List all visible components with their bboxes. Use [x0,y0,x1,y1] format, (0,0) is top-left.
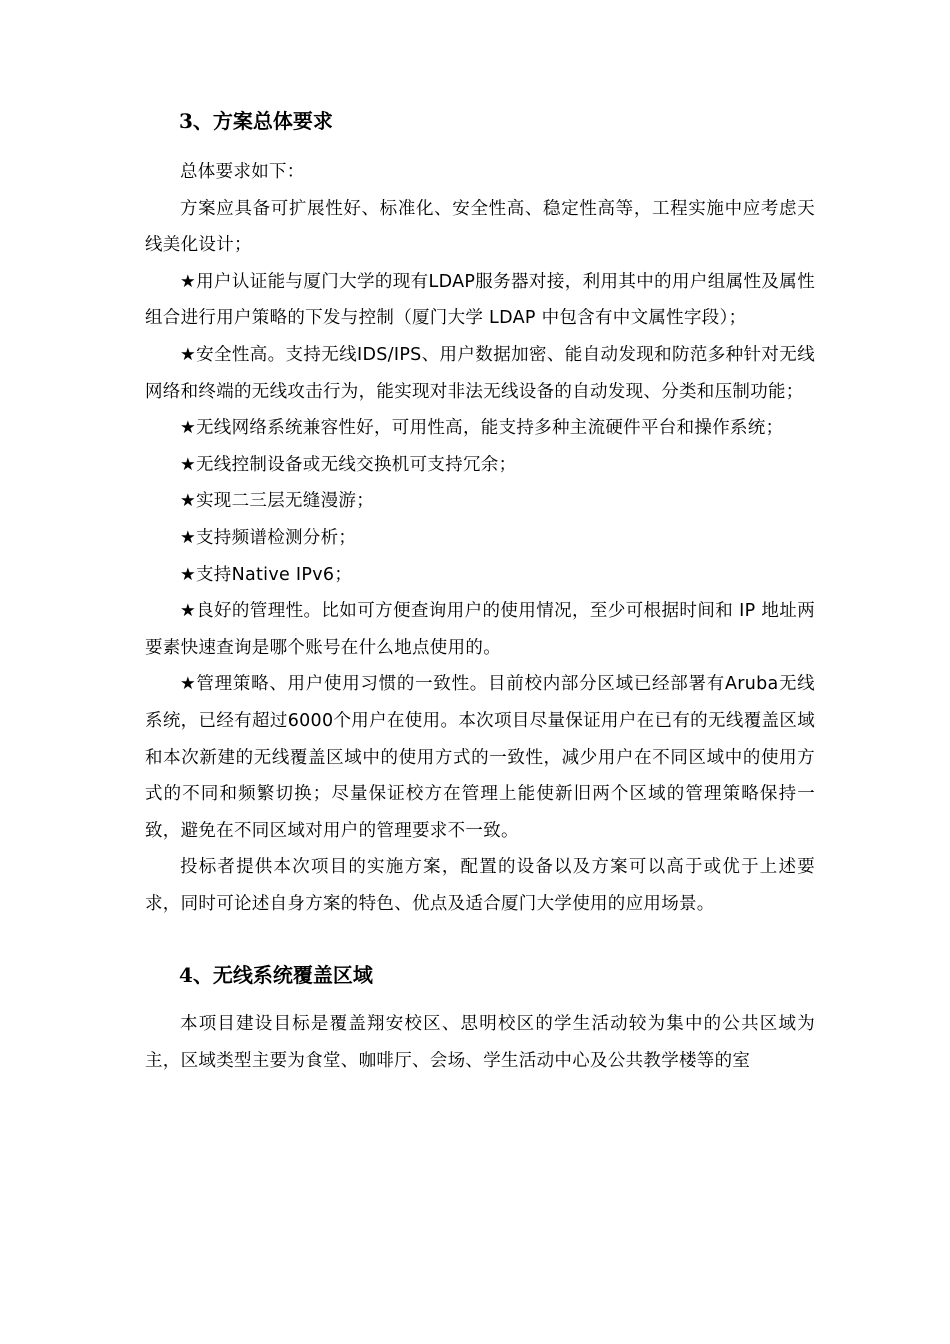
paragraph: 投标者提供本次项目的实施方案，配置的设备以及方案可以高于或优于上述要求，同时可论述自身方案的特色、优点及适合厦门大学使用的应用场景。 [145,857,815,914]
paragraph: ★良好的管理性。比如可方便查询用户的使用情况，至少可根据时间和 IP 地址两要素快速查询是哪个账号在什么地点使用的。 [145,601,815,658]
section-3-heading: 3、方案总体要求 [179,109,333,133]
paragraph: ★支持Native IPv6； [180,564,353,585]
paragraph: ★支持频谱检测分析； [180,527,357,548]
document-body [145,100,815,1080]
paragraph: ★无线控制设备或无线交换机可支持冗余； [180,454,517,475]
paragraph: ★无线网络系统兼容性好，可用性高，能支持多种主流硬件平台和操作系统； [180,418,784,439]
section-4-heading: 4、无线系统覆盖区域 [179,963,373,988]
paragraph: ★实现二三层无缝漫游； [180,491,374,512]
paragraph: 总体要求如下： [180,162,305,182]
paragraph: ★安全性高。支持无线IDS/IPS、用户数据加密、能自动发现和防范多种针对无线网络和终端的无线攻击行为，能实现对非法无线设备的自动发现、分类和压制功能； [145,344,815,402]
paragraph: 本项目建设目标是覆盖翔安校区、思明校区的学生活动较为集中的公共区域为主，区域类型主要为食堂、咖啡厅、会场、学生活动中心及公共教学楼等的室 [145,1014,815,1072]
paragraph: ★管理策略、用户使用习惯的一致性。目前校内部分区域已经部署有Aruba无线系统，已经有超过6000个用户在使用。本次项目尽量保证用户在已有的无线覆盖区域和本次新建的无线覆盖区域中的使用方式的一致性，减少用户在不同区域中的使用方式的不同和频繁切换；尽量保证校方在管理上能使新旧两个区域的管理策略保持一致，避免在不同区域对用户的管理要求不一致。 [145,674,815,841]
paragraph: 方案应具备可扩展性好、标准化、安全性高、稳定性高等，工程实施中应考虑天线美化设计； [145,198,815,256]
paragraph: ★用户认证能与厦门大学的现有LDAP服务器对接，利用其中的用户组属性及属性组合进行用户策略的下发与控制（厦门大学 LDAP 中包含有中文属性字段）； [145,271,815,329]
